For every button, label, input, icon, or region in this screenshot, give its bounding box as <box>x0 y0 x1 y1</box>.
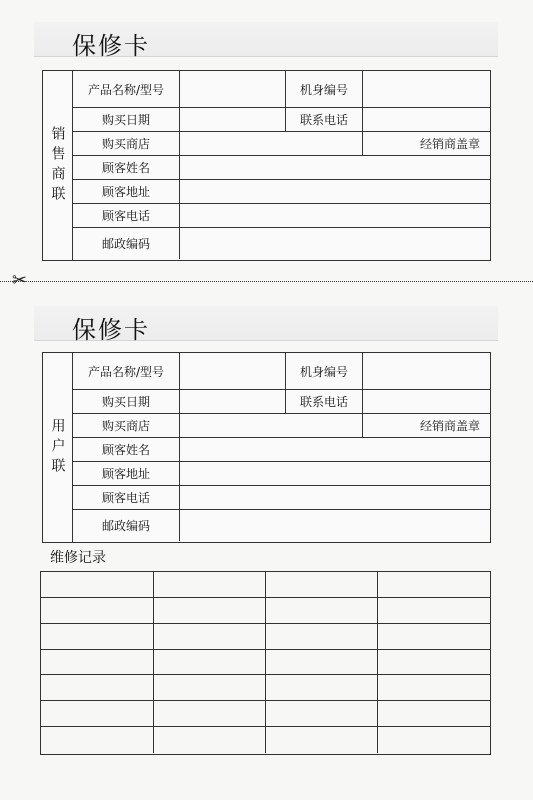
row-product <box>73 71 490 108</box>
repair-record-cell[interactable] <box>153 572 266 597</box>
repair-record-cell[interactable] <box>377 572 489 597</box>
repair-record-row <box>41 701 490 727</box>
dealer-stamp-label: 经销商盖章 <box>419 419 480 433</box>
repair-record-cell[interactable] <box>41 675 154 700</box>
cut-line <box>0 281 533 282</box>
row-store <box>73 414 490 438</box>
label-postal-code: 邮政编码 <box>73 228 180 259</box>
label-customer-address: 顾客地址 <box>73 180 180 203</box>
repair-record-cell[interactable] <box>377 701 489 726</box>
repair-record-cell[interactable] <box>153 701 266 726</box>
row-customer-address <box>73 462 490 486</box>
field-purchase-date[interactable] <box>180 390 286 413</box>
title-band-user <box>34 306 498 344</box>
label-purchase-date: 购买日期 <box>73 108 180 131</box>
repair-record-cell[interactable] <box>153 598 266 623</box>
label-customer-name: 顾客姓名 <box>73 438 180 461</box>
field-customer-name[interactable] <box>180 156 490 179</box>
row-postal-code <box>73 228 490 259</box>
repair-record-row <box>41 650 490 676</box>
row-customer-name <box>73 156 490 180</box>
repair-record-cell[interactable] <box>265 572 378 597</box>
repair-record-cell[interactable] <box>265 650 378 675</box>
warranty-card-user <box>42 352 491 543</box>
field-customer-phone[interactable] <box>180 486 490 509</box>
field-customer-name[interactable] <box>180 438 490 461</box>
field-purchase-date[interactable] <box>180 108 286 131</box>
field-product-model[interactable] <box>180 353 286 389</box>
repair-record-table <box>40 571 491 755</box>
row-customer-phone <box>73 486 490 510</box>
repair-record-cell[interactable] <box>41 650 154 675</box>
side-label: 用户联 <box>49 417 66 478</box>
repair-record-cell[interactable] <box>153 727 266 753</box>
field-serial-no[interactable] <box>363 353 490 389</box>
side-label-box <box>43 71 73 260</box>
row-postal-code <box>73 510 490 541</box>
dealer-stamp-area[interactable] <box>363 414 490 437</box>
field-product-model[interactable] <box>180 71 286 107</box>
repair-record-cell[interactable] <box>41 624 154 649</box>
repair-record-cell[interactable] <box>153 675 266 700</box>
field-postal-code[interactable] <box>180 228 490 259</box>
label-serial-no: 机身编号 <box>286 71 363 107</box>
repair-record-row <box>41 675 490 701</box>
repair-record-row <box>41 598 490 624</box>
side-label-box <box>43 353 73 542</box>
warranty-card-dealer <box>42 70 491 261</box>
row-customer-name <box>73 438 490 462</box>
repair-record-row <box>41 624 490 650</box>
label-contact-phone: 联系电话 <box>286 390 363 413</box>
title-band-dealer <box>34 22 498 60</box>
row-customer-phone <box>73 204 490 228</box>
label-purchase-date: 购买日期 <box>73 390 180 413</box>
repair-record-row <box>41 572 490 598</box>
label-contact-phone: 联系电话 <box>286 108 363 131</box>
repair-record-cell[interactable] <box>153 624 266 649</box>
label-purchase-store: 购买商店 <box>73 132 180 155</box>
row-purchase-date <box>73 390 490 414</box>
repair-record-cell[interactable] <box>265 727 378 753</box>
repair-record-row <box>41 727 490 753</box>
label-product-model: 产品名称/型号 <box>73 353 180 389</box>
dealer-stamp-area[interactable] <box>363 132 490 155</box>
repair-record-cell[interactable] <box>377 675 489 700</box>
label-customer-phone: 顾客电话 <box>73 204 180 227</box>
label-customer-phone: 顾客电话 <box>73 486 180 509</box>
field-contact-phone[interactable] <box>363 390 490 413</box>
row-product <box>73 353 490 390</box>
repair-record-cell[interactable] <box>377 598 489 623</box>
dealer-stamp-label: 经销商盖章 <box>419 137 480 151</box>
field-purchase-store[interactable] <box>180 414 363 437</box>
repair-record-cell[interactable] <box>153 650 266 675</box>
repair-record-cell[interactable] <box>377 624 489 649</box>
repair-record-cell[interactable] <box>265 598 378 623</box>
scissors-icon: ✂ <box>12 270 28 291</box>
repair-record-cell[interactable] <box>377 650 489 675</box>
repair-record-cell[interactable] <box>41 598 154 623</box>
repair-record-cell[interactable] <box>41 572 154 597</box>
side-label: 销售商联 <box>49 125 66 206</box>
label-postal-code: 邮政编码 <box>73 510 180 541</box>
field-customer-phone[interactable] <box>180 204 490 227</box>
repair-record-cell[interactable] <box>377 727 489 753</box>
label-purchase-store: 购买商店 <box>73 414 180 437</box>
label-customer-address: 顾客地址 <box>73 462 180 485</box>
repair-record-cell[interactable] <box>265 675 378 700</box>
field-serial-no[interactable] <box>363 71 490 107</box>
repair-record-title: 维修记录 <box>50 550 106 566</box>
field-purchase-store[interactable] <box>180 132 363 155</box>
card-title: 保修卡 <box>72 32 150 60</box>
repair-record-cell[interactable] <box>265 624 378 649</box>
row-customer-address <box>73 180 490 204</box>
field-customer-address[interactable] <box>180 180 490 203</box>
row-purchase-date <box>73 108 490 132</box>
repair-record-cell[interactable] <box>41 727 154 753</box>
repair-record-cell[interactable] <box>41 701 154 726</box>
card-title: 保修卡 <box>72 316 150 344</box>
label-serial-no: 机身编号 <box>286 353 363 389</box>
field-customer-address[interactable] <box>180 462 490 485</box>
row-store <box>73 132 490 156</box>
field-contact-phone[interactable] <box>363 108 490 131</box>
repair-record-cell[interactable] <box>265 701 378 726</box>
field-postal-code[interactable] <box>180 510 490 541</box>
label-product-model: 产品名称/型号 <box>73 71 180 107</box>
label-customer-name: 顾客姓名 <box>73 156 180 179</box>
